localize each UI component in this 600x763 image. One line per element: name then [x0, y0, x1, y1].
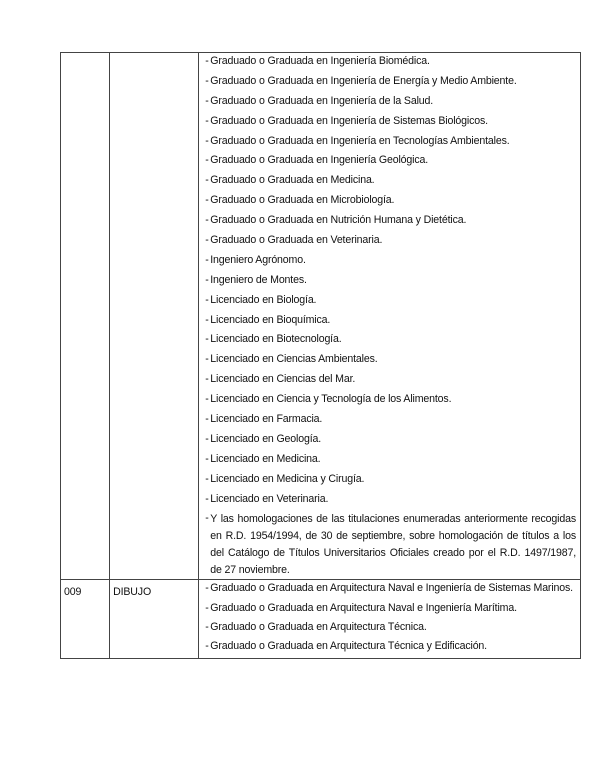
dash-bullet: -: [205, 114, 209, 127]
list-item: [205, 332, 576, 346]
dash-bullet: -: [205, 393, 209, 406]
dash-bullet: -: [205, 293, 209, 306]
table-row: [61, 53, 581, 580]
degree-text: Ingeniero de Montes.: [210, 273, 307, 286]
dash-bullet: -: [205, 134, 209, 147]
code-cell: [61, 580, 110, 659]
dash-bullet: -: [205, 214, 209, 227]
list-item: [205, 472, 576, 486]
list-item: [205, 412, 576, 426]
dash-bullet: -: [205, 492, 209, 505]
dash-bullet: -: [205, 413, 209, 426]
dash-bullet: -: [205, 452, 209, 465]
degree-text: Licenciado en Medicina.: [210, 452, 321, 465]
dash-bullet: -: [205, 55, 209, 67]
degrees-cell: [199, 580, 581, 659]
dash-bullet: -: [205, 373, 209, 386]
list-item: [205, 153, 576, 167]
degree-text: Graduado o Graduada en Medicina.: [210, 174, 375, 187]
dash-bullet: -: [205, 601, 209, 614]
list-item: [205, 193, 576, 207]
dash-bullet: -: [205, 432, 209, 445]
dash-bullet: -: [205, 582, 209, 595]
code-cell: [61, 53, 110, 580]
degree-text: Graduado o Graduada en Ingeniería en Tecnologías Ambientales.: [210, 134, 510, 147]
list-item: [205, 213, 576, 227]
degree-text: Graduado o Graduada en Veterinaria.: [210, 234, 383, 247]
list-item: [205, 639, 576, 653]
table-row: [61, 580, 581, 659]
list-item: [205, 392, 576, 406]
list-item: [205, 273, 576, 287]
dash-bullet: -: [205, 313, 209, 326]
subject-cell: [110, 53, 199, 580]
degree-list: [199, 53, 580, 579]
degree-text: Graduado o Graduada en Arquitectura Naval e Ingeniería Marítima.: [210, 601, 517, 614]
list-item: [205, 94, 576, 108]
degree-text: Licenciado en Biotecnología.: [210, 333, 342, 346]
list-item: [205, 253, 576, 267]
dash-bullet: -: [205, 273, 209, 286]
list-item: [205, 233, 576, 247]
dash-bullet: -: [205, 640, 209, 653]
dash-bullet: -: [205, 333, 209, 346]
degree-text: Licenciado en Ciencia y Tecnología de los Alimentos.: [210, 393, 452, 406]
degree-text: Licenciado en Veterinaria.: [210, 492, 329, 505]
dash-bullet: -: [205, 94, 209, 107]
list-item: [205, 134, 576, 148]
degree-text: Graduado o Graduada en Arquitectura Técnica y Edificación.: [210, 640, 487, 653]
subject-text: DIBUJO: [113, 586, 152, 599]
dash-bullet: -: [205, 472, 209, 485]
degree-list: [199, 580, 580, 653]
list-item: [205, 372, 576, 386]
dash-bullet: -: [205, 512, 209, 525]
list-item: [205, 452, 576, 466]
degree-text: Graduado o Graduada en Ingeniería Biomédica.: [210, 55, 430, 67]
degree-text: Graduado o Graduada en Ingeniería de Energía y Medio Ambiente.: [210, 74, 517, 87]
list-item: [205, 313, 576, 327]
homologation-note-item: [205, 511, 576, 579]
dash-bullet: -: [205, 194, 209, 207]
list-item: [205, 293, 576, 307]
list-item: [205, 581, 576, 595]
dash-bullet: -: [205, 74, 209, 87]
degree-text: Licenciado en Farmacia.: [210, 413, 323, 426]
degree-text: Graduado o Graduada en Ingeniería de Sistemas Biológicos.: [210, 114, 488, 127]
degree-text: Licenciado en Geología.: [210, 432, 322, 445]
degree-text: Licenciado en Ciencias del Mar.: [210, 373, 356, 386]
degree-text: Licenciado en Medicina y Cirugía.: [210, 472, 365, 485]
dash-bullet: -: [205, 154, 209, 167]
list-item: [205, 74, 576, 88]
dash-bullet: -: [205, 353, 209, 366]
degrees-table: [60, 52, 581, 659]
degree-text: Graduado o Graduada en Arquitectura Técnica.: [210, 620, 427, 633]
degree-text: Licenciado en Biología.: [210, 293, 317, 306]
homologation-note: Y las homologaciones de las titulaciones enumeradas anteriormente recogidas en R.D. 1954/1994, de 30 de septiembre, sobre homologación de títulos a los del Catálogo de Títulos Universitarios Oficiales creado por el R.D. 1497/1987, de 27 noviembre.: [210, 513, 576, 577]
degree-text: Licenciado en Bioquímica.: [210, 313, 331, 326]
list-item: [205, 114, 576, 128]
dash-bullet: -: [205, 234, 209, 247]
degree-text: Graduado o Graduada en Arquitectura Naval e Ingeniería de Sistemas Marinos.: [210, 582, 573, 595]
degree-text: Graduado o Graduada en Nutrición Humana y Dietética.: [210, 214, 467, 227]
list-item: [205, 492, 576, 506]
degree-text: Licenciado en Ciencias Ambientales.: [210, 353, 378, 366]
degree-text: Graduado o Graduada en Ingeniería Geológica.: [210, 154, 429, 167]
dash-bullet: -: [205, 174, 209, 187]
degree-text: Graduado o Graduada en Microbiología.: [210, 194, 395, 207]
subject-cell: [110, 580, 199, 659]
list-item: [205, 173, 576, 187]
degree-text: Ingeniero Agrónomo.: [210, 253, 306, 266]
list-item: [205, 432, 576, 446]
list-item: [205, 352, 576, 366]
code-text: 009: [64, 586, 82, 599]
degrees-cell: [199, 53, 581, 580]
subject-text: [110, 53, 198, 57]
code-text: [61, 53, 109, 57]
degree-text: Graduado o Graduada en Ingeniería de la Salud.: [210, 94, 434, 107]
list-item: [205, 620, 576, 634]
list-item: [205, 54, 576, 68]
dash-bullet: -: [205, 620, 209, 633]
list-item: [205, 601, 576, 615]
dash-bullet: -: [205, 253, 209, 266]
